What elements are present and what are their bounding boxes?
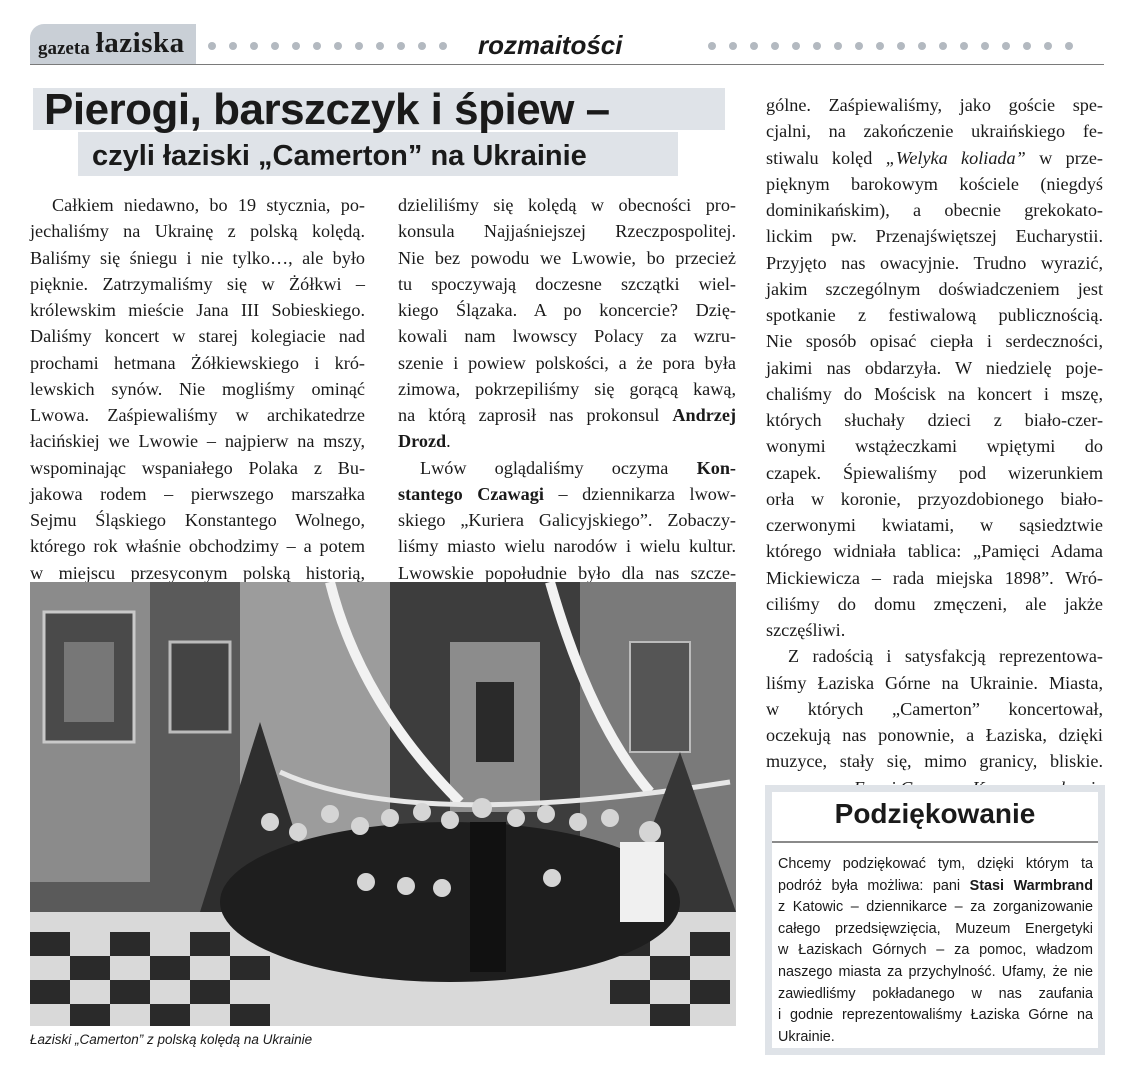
text-line: prochami hetmana Żółkiewskiego i kró- bbox=[30, 352, 365, 373]
text-line: w Łaziskach Górnych – za pomoc, władzom bbox=[778, 942, 1093, 959]
text-line: lewskich synów. Nie mogliśmy ominąć bbox=[30, 378, 365, 399]
text-line: skiego „Kuriera Galicyjskiego”. Zobaczy- bbox=[398, 510, 736, 530]
text-line: wspominając wspaniałego Polaka z Bu- bbox=[30, 457, 365, 478]
text-line: liśmy miasto wielu narodów i wielu kultur. bbox=[398, 536, 736, 557]
text-line: całego przedsięwzięcia, Muzeum Energetyki bbox=[778, 920, 1093, 937]
text-line: czapek. Śpiewaliśmy pod wizerunkiem bbox=[766, 462, 1103, 483]
text-line: wonymi wstążeczkami wpiętymi do bbox=[766, 436, 1103, 457]
text-line: szenie i powiew polskości, a że pora była bbox=[398, 352, 736, 373]
name-czawagi: stantego Czawagi bbox=[398, 483, 544, 504]
text-line: jakim szczególnym doświadczeniem jest bbox=[766, 278, 1103, 299]
article-title: Pierogi, barszczyk i śpiew – bbox=[44, 85, 610, 134]
text-line: których słuchały dzieci z biało-czer- bbox=[766, 410, 1103, 430]
text-line: łacińskiej we Lwowie – najpierw na mszy, bbox=[30, 431, 365, 452]
text-line: Sejmu Śląskiego Konstantego Wolnego, bbox=[30, 510, 365, 530]
text-line: Chcemy podziękować tym, dzięki którym ta bbox=[778, 856, 1093, 872]
name-drozd: Drozd bbox=[398, 431, 447, 452]
text-line: jechaliśmy na Ukrainę z polską kolędą. bbox=[30, 221, 365, 242]
text-line bbox=[398, 481, 736, 507]
text-line: oczekują nas ponownie, a Łaziska, dzięki bbox=[766, 725, 1103, 745]
text-line: jakowa rodem – pierwszego marszałka bbox=[30, 483, 365, 504]
text-line: ciliśmy do domu zmęczeni, ale jakże bbox=[766, 593, 1103, 614]
text-line: spotkanie z festiwalową publicznością. bbox=[766, 305, 1103, 325]
text-line: w których „Camerton” koncertował, bbox=[766, 698, 1103, 719]
text-run: Lwów oglądaliśmy oczyma bbox=[420, 457, 697, 478]
text-line: zimowa, pokrzepiliśmy się gorącą kawą, bbox=[398, 378, 736, 399]
text-line: Baliśmy się śniegu i nie tylko…, ale było bbox=[30, 247, 365, 268]
text-line: naszego miasta za przychylność. Ufamy, że nie bbox=[778, 963, 1093, 980]
text-run: – dziennikarza lwow- bbox=[543, 483, 736, 504]
text-line: Mickiewicza – rada miejska 1898”. Wró- bbox=[766, 567, 1103, 588]
text-run: na którą zaprosił nas prokonsul bbox=[398, 405, 673, 425]
text-line: konsula Najjaśniejszej Rzeczpospolitej. bbox=[398, 221, 736, 242]
text-line bbox=[398, 455, 736, 481]
text-line: Przyjęto nas owacyjnie. Trudno wyrazić, bbox=[766, 252, 1103, 273]
article-column-1 bbox=[30, 192, 365, 586]
thanks-title: Podziękowanie bbox=[834, 798, 1036, 829]
text-line: zawiedliśmy pokładanego w nas zaufania bbox=[778, 985, 1093, 1002]
text-line bbox=[398, 402, 736, 428]
header-rule bbox=[30, 64, 1104, 65]
text-line: kiego Ślązaka. A po koncercie? Dzię- bbox=[398, 300, 736, 320]
masthead-title: łaziska bbox=[95, 27, 185, 59]
thanks-panel bbox=[772, 792, 1098, 1048]
text-line: orła w koronie, przyozdobionego biało- bbox=[766, 488, 1103, 509]
text-line bbox=[778, 876, 1093, 898]
text-line: jakimi nas obdarzyła. W niedzielę poje- bbox=[766, 357, 1103, 378]
text-line: i godnie reprezentowaliśmy Łaziska Górne na bbox=[778, 1007, 1093, 1024]
text-line: liśmy Łaziska Górne na Ukrainie. Miasta, bbox=[766, 672, 1103, 693]
text-line: Całkiem niedawno, bo 19 stycznia, po- bbox=[52, 195, 365, 215]
text-line: którego rok właśnie obchodzimy – a potem bbox=[30, 536, 365, 557]
text-line: Ukrainie. bbox=[778, 1028, 835, 1045]
text-line: Nie bez powodu we Lwowie, bo przecież bbox=[398, 247, 736, 268]
text-line: cjalni, na zakończenie ukraińskiego fe- bbox=[766, 121, 1103, 142]
choir-photo bbox=[30, 582, 736, 1026]
text-line: chaliśmy do Mościsk na koncert i mszę, bbox=[766, 383, 1103, 404]
text-line bbox=[398, 428, 736, 454]
text-line: którego widniała tablica: „Pamięci Adama bbox=[766, 541, 1103, 562]
text-line bbox=[766, 145, 1103, 171]
thanks-rule bbox=[772, 841, 1098, 843]
text-run: stiwalu kolęd bbox=[766, 147, 886, 168]
text-line: pięknym barokowym kościele (niegdyś bbox=[766, 173, 1103, 194]
text-line: dominikańskim), a obecnie grekokato- bbox=[766, 200, 1103, 220]
thanks-text bbox=[778, 854, 1093, 1048]
name-konstantego: Kon- bbox=[696, 457, 736, 478]
text-line: dzieliliśmy się kolędą w obecności pro- bbox=[398, 195, 736, 215]
text-line: tu spoczywają doczesne szczątki wiel- bbox=[398, 273, 736, 294]
text-line: gólne. Zaśpiewaliśmy, jako goście spe- bbox=[766, 95, 1103, 115]
text-line: Lwowa. Zaśpiewaliśmy w archikatedrze bbox=[30, 405, 365, 425]
text-line: królewskim mieście Jana III Sobieskiego. bbox=[30, 300, 365, 320]
text-line: kowali nam lwowscy Polacy za wzru- bbox=[398, 326, 736, 347]
text-line: Daliśmy koncert w starej kolegiacie nad bbox=[30, 326, 365, 347]
festival-name: „Welyka koliada” bbox=[885, 147, 1026, 168]
article-column-3 bbox=[766, 92, 1103, 801]
text-run: w prze- bbox=[1025, 147, 1103, 168]
masthead-small: gazeta bbox=[38, 38, 90, 59]
header-dots-right bbox=[708, 42, 1073, 54]
text-line: w miejscu przesyconym polską historią, bbox=[30, 562, 365, 583]
text-run: podróż była możliwa: pani bbox=[778, 877, 970, 894]
text-line: Nie sposób opisać ciepła i serdeczności, bbox=[766, 331, 1103, 352]
text-line: Z radością i satysfakcją reprezentowa- bbox=[788, 646, 1103, 667]
section-label: rozmaitości bbox=[478, 30, 623, 60]
text-run: . bbox=[446, 431, 451, 452]
text-line: czerwonymi kwiatami, w sąsiedztwie bbox=[766, 515, 1103, 535]
article-column-2 bbox=[398, 192, 736, 586]
name-warmbrand: Stasi Warmbrand bbox=[969, 877, 1093, 894]
text-line: szczęśliwi. bbox=[766, 620, 846, 640]
text-line: lickim pw. Przenajświętszej Eucharystii. bbox=[766, 226, 1103, 247]
text-line: Lwowskie popołudnie było dla nas szcze- bbox=[398, 562, 736, 583]
header-dots-left bbox=[208, 42, 447, 54]
text-line: muzyce, stały się, mimo granicy, bliskie. bbox=[766, 751, 1103, 772]
masthead bbox=[30, 24, 196, 64]
thanks-box bbox=[765, 785, 1105, 1055]
article-subtitle: czyli łaziski „Camerton” na Ukrainie bbox=[92, 140, 587, 172]
text-line: z Katowic – dziennikarce – za zorganizowanie bbox=[778, 899, 1093, 916]
photo-caption: Łaziski „Camerton” z polską kolędą na Ukrainie bbox=[30, 1032, 313, 1047]
name-andrzej: Andrzej bbox=[672, 405, 736, 425]
text-line: pięknie. Zatrzymaliśmy się w Żółkwi – bbox=[30, 273, 365, 294]
